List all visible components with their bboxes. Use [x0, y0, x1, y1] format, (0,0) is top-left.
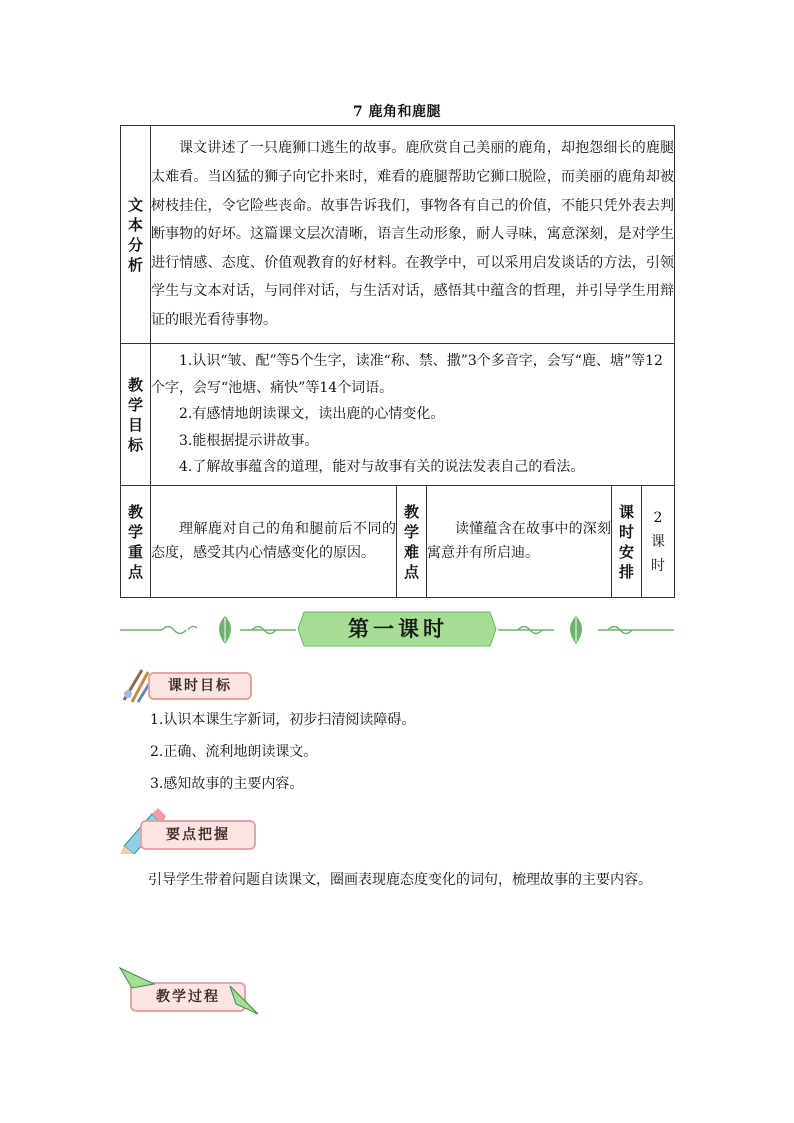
- difficulties-text: 读懂蕴含在故事中的深刻寓意并有所启迪。: [427, 486, 612, 598]
- key-points-header: 教 学 重 点: [121, 486, 151, 598]
- goal-item: 2.有感情地朗读课文，读出鹿的心情变化。: [179, 406, 445, 423]
- key-grasp-text: 引导学生带着问题自读课文，圈画表现鹿态度变化的词句，梳理故事的主要内容。: [148, 872, 652, 888]
- text-analysis-body: 课文讲述了一只鹿狮口逃生的故事。鹿欣赏自己美丽的鹿角，却抱怨细长的鹿腿太难看。当凶猛的狮子向它扑来时，难看的鹿腿帮助它狮口脱险，而美丽的鹿角却被树枝挂住，令它险些丧命。故事告诉我们，事物各有自己的价值，不能只凭外表去判断事物的好坏。这篇课文层次清晰，语言生动形象，耐人寻味，寓意深刻，是对学生进行情感、态度、价值观教育的好材料。在教学中，可以采用启发谈话的方法，引领学生与文本对话，与同伴对话，与生活对话，感悟其中蕴含的哲理，并引导学生用辩证的眼光看待事物。: [151, 126, 675, 344]
- key-points-text: 理解鹿对自己的角和腿前后不同的态度，感受其内心情感变化的原因。: [151, 486, 397, 598]
- process-badge-label: 教学过程: [130, 982, 246, 1012]
- key-grasp-badge-label: 要点把握: [140, 820, 256, 850]
- lesson-goals-badge-label: 课时目标: [148, 672, 252, 700]
- banner-right-ornament: [498, 627, 674, 634]
- process-badge: [118, 964, 260, 1016]
- banner-left-ornament: [120, 626, 296, 633]
- paper-plane-icon: [118, 964, 260, 1016]
- schedule-value: 2 课 时: [642, 486, 675, 598]
- text-analysis-header: 文 本 分 析: [121, 126, 151, 344]
- lesson-plan-table: [120, 125, 675, 598]
- teaching-goals-row: [121, 344, 675, 486]
- difficulties-header: 教 学 难 点: [397, 486, 427, 598]
- goal-item: 1.认识“皱、配”等5个生字，读准“称、禁、撒”3个多音字，会写“鹿、塘”等12个字，会写“池塘、痛快”等14个词语。: [151, 353, 663, 396]
- key-grasp-badge: [118, 806, 258, 854]
- schedule-header: 课 时 安 排: [612, 486, 642, 598]
- goal-item: 3.能根据提示讲故事。: [179, 432, 319, 449]
- lesson-goals-badge: [118, 664, 258, 704]
- section-banner-title: 第一课时: [348, 616, 448, 641]
- teaching-goals-list: [151, 344, 675, 486]
- lesson-goal-item: 1.认识本课生字新词，初步扫清阅读障碍。: [150, 712, 416, 728]
- lesson-goal-item: 2.正确、流利地朗读课文。: [150, 744, 318, 760]
- goal-item: 4.了解故事蕴含的道理，能对与故事有关的说法发表自己的看法。: [179, 459, 585, 476]
- teaching-goals-header: 教 学 目 标: [121, 344, 151, 486]
- key-points-row: [121, 486, 675, 598]
- lesson-goal-item: 3.感知故事的主要内容。: [150, 776, 304, 792]
- lesson-title: 7 鹿角和鹿腿: [352, 104, 442, 120]
- text-analysis-row: [121, 126, 675, 344]
